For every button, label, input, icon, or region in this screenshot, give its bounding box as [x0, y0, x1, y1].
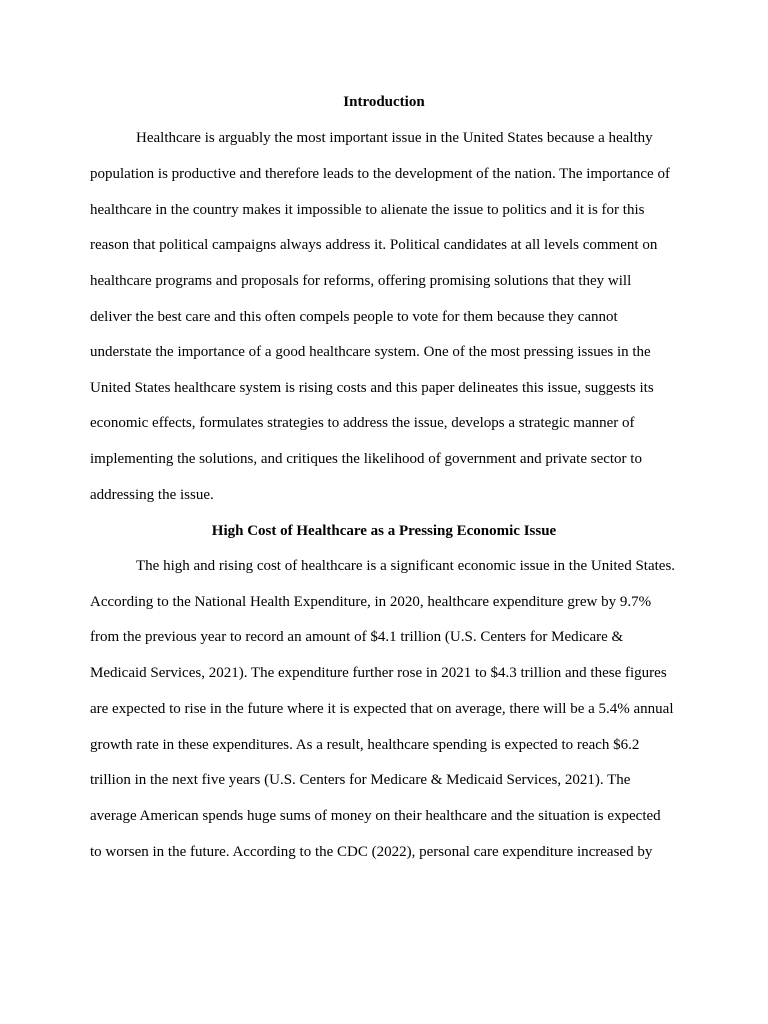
paragraph-line: United States healthcare system is rising costs and this paper delineates this issue, suggests its — [90, 380, 654, 396]
section-heading-high-cost: High Cost of Healthcare as a Pressing Economic Issue — [211, 523, 557, 539]
paragraph-line: The high and rising cost of healthcare is a significant economic issue in the United States. — [136, 558, 676, 574]
paragraph-line: from the previous year to record an amount of $4.1 trillion (U.S. Centers for Medicare & — [90, 629, 624, 645]
paragraph-line: are expected to rise in the future where it is expected that on average, there will be a 5.4% annual — [90, 701, 674, 717]
paragraph-line: Healthcare is arguably the most important issue in the United States because a healthy — [136, 130, 653, 146]
paragraph-line: healthcare in the country makes it impossible to alienate the issue to politics and it is for this — [90, 202, 645, 218]
paragraph-line: average American spends huge sums of money on their healthcare and the situation is expected — [90, 808, 661, 824]
paragraph-line: According to the National Health Expenditure, in 2020, healthcare expenditure grew by 9.7% — [90, 594, 652, 610]
section-heading-introduction: Introduction — [343, 94, 425, 110]
paragraph-line: trillion in the next five years (U.S. Centers for Medicare & Medicaid Services, 2021). The — [90, 772, 631, 788]
paragraph-line: addressing the issue. — [90, 487, 214, 503]
paragraph-line: Medicaid Services, 2021). The expenditure further rose in 2021 to $4.3 trillion and these figures — [90, 665, 667, 681]
paragraph-line: healthcare programs and proposals for reforms, offering promising solutions that they will — [90, 273, 632, 289]
paragraph-line: to worsen in the future. According to the CDC (2022), personal care expenditure increased by — [90, 844, 653, 860]
paragraph-line: implementing the solutions, and critiques the likelihood of government and private sector to — [90, 451, 642, 467]
paragraph-line: growth rate in these expenditures. As a result, healthcare spending is expected to reach $6.2 — [90, 737, 640, 753]
paragraph-line: population is productive and therefore leads to the development of the nation. The importance of — [90, 166, 670, 182]
paragraph-line: reason that political campaigns always address it. Political candidates at all levels comment on — [90, 237, 658, 253]
paragraph-line: deliver the best care and this often compels people to vote for them because they cannot — [90, 309, 618, 325]
paragraph-line: economic effects, formulates strategies to address the issue, develops a strategic manner of — [90, 415, 635, 431]
paragraph-line: understate the importance of a good healthcare system. One of the most pressing issues in the — [90, 344, 651, 360]
